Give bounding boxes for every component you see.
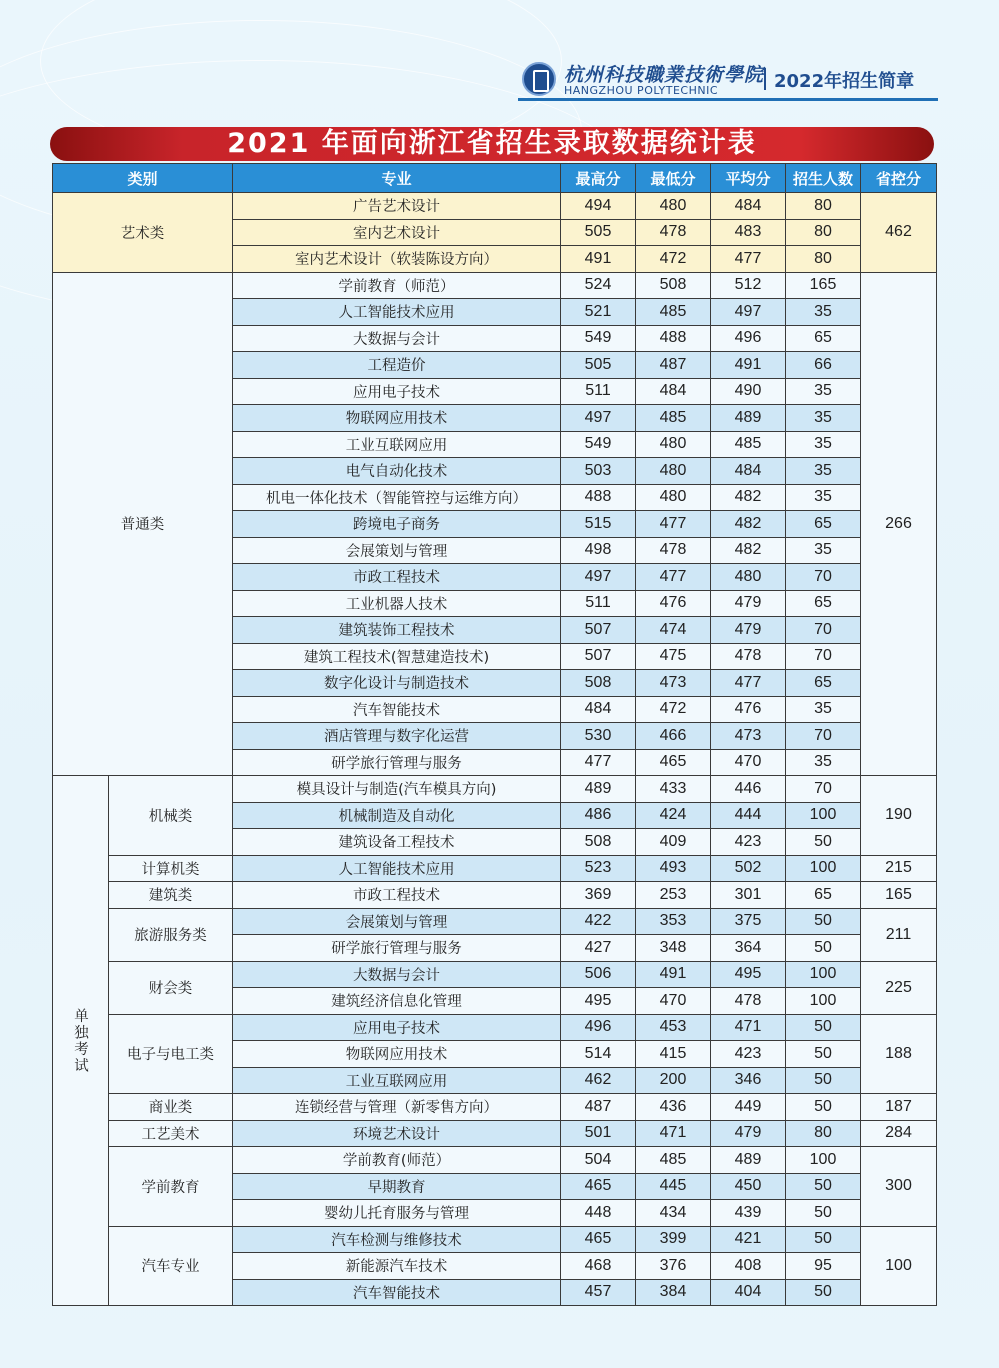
quota-cell: 70 <box>786 776 861 803</box>
quota-cell: 50 <box>786 1200 861 1227</box>
avg-score-cell: 478 <box>711 643 786 670</box>
min-score-cell: 433 <box>636 776 711 803</box>
major-cell: 婴幼儿托育服务与管理 <box>233 1200 561 1227</box>
avg-score-cell: 479 <box>711 590 786 617</box>
quota-cell: 50 <box>786 1014 861 1041</box>
max-score-cell: 505 <box>561 219 636 246</box>
quota-cell: 50 <box>786 1094 861 1121</box>
max-score-cell: 495 <box>561 988 636 1015</box>
max-score-cell: 486 <box>561 802 636 829</box>
subcategory-cell: 商业类 <box>109 1094 233 1121</box>
table-row <box>53 855 937 882</box>
subcategory-cell: 建筑类 <box>109 882 233 909</box>
min-score-cell: 478 <box>636 537 711 564</box>
max-score-cell: 524 <box>561 272 636 299</box>
min-score-cell: 475 <box>636 643 711 670</box>
avg-score-cell: 476 <box>711 696 786 723</box>
major-cell: 广告艺术设计 <box>233 193 561 220</box>
col-header-min: 最低分 <box>636 164 711 193</box>
max-score-cell: 523 <box>561 855 636 882</box>
major-cell: 大数据与会计 <box>233 325 561 352</box>
max-score-cell: 504 <box>561 1147 636 1174</box>
max-score-cell: 514 <box>561 1041 636 1068</box>
major-cell: 环境艺术设计 <box>233 1120 561 1147</box>
avg-score-cell: 444 <box>711 802 786 829</box>
major-cell: 新能源汽车技术 <box>233 1253 561 1280</box>
quota-cell: 65 <box>786 325 861 352</box>
quota-cell: 80 <box>786 219 861 246</box>
max-score-cell: 488 <box>561 484 636 511</box>
max-score-cell: 505 <box>561 352 636 379</box>
quota-cell: 50 <box>786 1226 861 1253</box>
table-row <box>53 776 937 803</box>
max-score-cell: 369 <box>561 882 636 909</box>
quota-cell: 100 <box>786 988 861 1015</box>
major-cell: 物联网应用技术 <box>233 1041 561 1068</box>
min-score-cell: 480 <box>636 458 711 485</box>
major-cell: 酒店管理与数字化运营 <box>233 723 561 750</box>
major-cell: 人工智能技术应用 <box>233 855 561 882</box>
quota-cell: 100 <box>786 961 861 988</box>
major-cell: 汽车智能技术 <box>233 696 561 723</box>
quota-cell: 70 <box>786 564 861 591</box>
table-row <box>53 908 937 935</box>
col-header-quota: 招生人数 <box>786 164 861 193</box>
control-score-cell: 225 <box>861 961 937 1014</box>
max-score-cell: 549 <box>561 431 636 458</box>
avg-score-cell: 482 <box>711 484 786 511</box>
max-score-cell: 549 <box>561 325 636 352</box>
avg-score-cell: 482 <box>711 511 786 538</box>
min-score-cell: 508 <box>636 272 711 299</box>
quota-cell: 35 <box>786 696 861 723</box>
major-cell: 建筑经济信息化管理 <box>233 988 561 1015</box>
avg-score-cell: 479 <box>711 617 786 644</box>
quota-cell: 80 <box>786 193 861 220</box>
quota-cell: 100 <box>786 802 861 829</box>
quota-cell: 50 <box>786 1067 861 1094</box>
avg-score-cell: 482 <box>711 537 786 564</box>
major-cell: 室内艺术设计 <box>233 219 561 246</box>
school-name-en: HANGZHOU POLYTECHNIC <box>564 84 719 97</box>
subcategory-cell: 计算机类 <box>109 855 233 882</box>
max-score-cell: 506 <box>561 961 636 988</box>
min-score-cell: 473 <box>636 670 711 697</box>
control-score-cell: 100 <box>861 1226 937 1306</box>
min-score-cell: 453 <box>636 1014 711 1041</box>
max-score-cell: 507 <box>561 617 636 644</box>
table-row <box>53 272 937 299</box>
major-cell: 工业互联网应用 <box>233 431 561 458</box>
major-cell: 研学旅行管理与服务 <box>233 749 561 776</box>
quota-cell: 65 <box>786 670 861 697</box>
avg-score-cell: 497 <box>711 299 786 326</box>
table-row <box>53 961 937 988</box>
category-cell: 艺术类 <box>53 193 233 273</box>
max-score-cell: 457 <box>561 1279 636 1306</box>
avg-score-cell: 404 <box>711 1279 786 1306</box>
min-score-cell: 200 <box>636 1067 711 1094</box>
major-cell: 汽车检测与维修技术 <box>233 1226 561 1253</box>
avg-score-cell: 446 <box>711 776 786 803</box>
quota-cell: 35 <box>786 378 861 405</box>
min-score-cell: 445 <box>636 1173 711 1200</box>
avg-score-cell: 483 <box>711 219 786 246</box>
max-score-cell: 489 <box>561 776 636 803</box>
admission-stats-table <box>52 163 937 1306</box>
avg-score-cell: 423 <box>711 829 786 856</box>
avg-score-cell: 484 <box>711 193 786 220</box>
min-score-cell: 434 <box>636 1200 711 1227</box>
quota-cell: 66 <box>786 352 861 379</box>
quota-cell: 35 <box>786 537 861 564</box>
quota-cell: 35 <box>786 405 861 432</box>
table-title: 2021 年面向浙江省招生录取数据统计表 <box>50 127 934 161</box>
avg-score-cell: 477 <box>711 246 786 273</box>
max-score-cell: 511 <box>561 590 636 617</box>
avg-score-cell: 449 <box>711 1094 786 1121</box>
major-cell: 汽车智能技术 <box>233 1279 561 1306</box>
control-score-cell: 284 <box>861 1120 937 1147</box>
min-score-cell: 480 <box>636 431 711 458</box>
control-score-cell: 300 <box>861 1147 937 1227</box>
quota-cell: 80 <box>786 1120 861 1147</box>
avg-score-cell: 477 <box>711 670 786 697</box>
table-row <box>53 193 937 220</box>
major-cell: 会展策划与管理 <box>233 908 561 935</box>
min-score-cell: 477 <box>636 511 711 538</box>
control-score-cell: 188 <box>861 1014 937 1094</box>
subcategory-cell: 旅游服务类 <box>109 908 233 961</box>
avg-score-cell: 491 <box>711 352 786 379</box>
quota-cell: 70 <box>786 617 861 644</box>
quota-cell: 35 <box>786 749 861 776</box>
subcategory-cell: 机械类 <box>109 776 233 856</box>
major-cell: 工程造价 <box>233 352 561 379</box>
col-header-control: 省控分 <box>861 164 937 193</box>
table-row <box>53 1094 937 1121</box>
subcategory-cell: 财会类 <box>109 961 233 1014</box>
major-cell: 机电一体化技术（智能管控与运维方向） <box>233 484 561 511</box>
min-score-cell: 488 <box>636 325 711 352</box>
min-score-cell: 465 <box>636 749 711 776</box>
major-cell: 跨境电子商务 <box>233 511 561 538</box>
header-divider <box>764 68 766 90</box>
quota-cell: 50 <box>786 935 861 962</box>
min-score-cell: 353 <box>636 908 711 935</box>
major-cell: 建筑设备工程技术 <box>233 829 561 856</box>
quota-cell: 100 <box>786 855 861 882</box>
min-score-cell: 472 <box>636 246 711 273</box>
major-cell: 早期教育 <box>233 1173 561 1200</box>
school-seal-icon <box>522 62 556 96</box>
max-score-cell: 422 <box>561 908 636 935</box>
max-score-cell: 427 <box>561 935 636 962</box>
max-score-cell: 511 <box>561 378 636 405</box>
max-score-cell: 462 <box>561 1067 636 1094</box>
major-cell: 数字化设计与制造技术 <box>233 670 561 697</box>
major-cell: 模具设计与制造(汽车模具方向) <box>233 776 561 803</box>
avg-score-cell: 485 <box>711 431 786 458</box>
control-score-cell: 215 <box>861 855 937 882</box>
table-body <box>53 193 937 1306</box>
min-score-cell: 480 <box>636 193 711 220</box>
col-header-max: 最高分 <box>561 164 636 193</box>
avg-score-cell: 450 <box>711 1173 786 1200</box>
max-score-cell: 503 <box>561 458 636 485</box>
control-score-cell: 165 <box>861 882 937 909</box>
avg-score-cell: 473 <box>711 723 786 750</box>
major-cell: 市政工程技术 <box>233 564 561 591</box>
quota-cell: 165 <box>786 272 861 299</box>
single-exam-label: 单独考试 <box>72 1007 88 1074</box>
category-cell: 普通类 <box>53 272 233 776</box>
subcategory-cell: 学前教育 <box>109 1147 233 1227</box>
min-score-cell: 485 <box>636 299 711 326</box>
quota-cell: 35 <box>786 431 861 458</box>
min-score-cell: 424 <box>636 802 711 829</box>
major-cell: 应用电子技术 <box>233 378 561 405</box>
subcategory-cell: 电子与电工类 <box>109 1014 233 1094</box>
max-score-cell: 498 <box>561 537 636 564</box>
max-score-cell: 497 <box>561 405 636 432</box>
quota-cell: 50 <box>786 1041 861 1068</box>
min-score-cell: 491 <box>636 961 711 988</box>
min-score-cell: 485 <box>636 1147 711 1174</box>
min-score-cell: 476 <box>636 590 711 617</box>
major-cell: 市政工程技术 <box>233 882 561 909</box>
control-score-cell: 266 <box>861 272 937 776</box>
min-score-cell: 415 <box>636 1041 711 1068</box>
col-header-category: 类别 <box>53 164 233 193</box>
quota-cell: 70 <box>786 723 861 750</box>
max-score-cell: 465 <box>561 1173 636 1200</box>
avg-score-cell: 471 <box>711 1014 786 1041</box>
subcategory-cell: 工艺美术 <box>109 1120 233 1147</box>
table-row <box>53 1014 937 1041</box>
major-cell: 学前教育(师范） <box>233 1147 561 1174</box>
min-score-cell: 474 <box>636 617 711 644</box>
table-row <box>53 1226 937 1253</box>
avg-score-cell: 480 <box>711 564 786 591</box>
avg-score-cell: 489 <box>711 405 786 432</box>
avg-score-cell: 470 <box>711 749 786 776</box>
major-cell: 学前教育（师范） <box>233 272 561 299</box>
quota-cell: 50 <box>786 1173 861 1200</box>
major-cell: 建筑装饰工程技术 <box>233 617 561 644</box>
min-score-cell: 487 <box>636 352 711 379</box>
avg-score-cell: 484 <box>711 458 786 485</box>
major-cell: 电气自动化技术 <box>233 458 561 485</box>
max-score-cell: 468 <box>561 1253 636 1280</box>
max-score-cell: 497 <box>561 564 636 591</box>
avg-score-cell: 512 <box>711 272 786 299</box>
max-score-cell: 530 <box>561 723 636 750</box>
avg-score-cell: 346 <box>711 1067 786 1094</box>
major-cell: 连锁经营与管理（新零售方向） <box>233 1094 561 1121</box>
major-cell: 建筑工程技术(智慧建造技术) <box>233 643 561 670</box>
max-score-cell: 477 <box>561 749 636 776</box>
max-score-cell: 465 <box>561 1226 636 1253</box>
major-cell: 物联网应用技术 <box>233 405 561 432</box>
max-score-cell: 491 <box>561 246 636 273</box>
table-row <box>53 1120 937 1147</box>
avg-score-cell: 490 <box>711 378 786 405</box>
min-score-cell: 253 <box>636 882 711 909</box>
avg-score-cell: 375 <box>711 908 786 935</box>
major-cell: 机械制造及自动化 <box>233 802 561 829</box>
quota-cell: 65 <box>786 511 861 538</box>
avg-score-cell: 408 <box>711 1253 786 1280</box>
major-cell: 会展策划与管理 <box>233 537 561 564</box>
min-score-cell: 466 <box>636 723 711 750</box>
avg-score-cell: 423 <box>711 1041 786 1068</box>
quota-cell: 65 <box>786 590 861 617</box>
max-score-cell: 487 <box>561 1094 636 1121</box>
min-score-cell: 436 <box>636 1094 711 1121</box>
page-header <box>518 60 936 100</box>
major-cell: 大数据与会计 <box>233 961 561 988</box>
avg-score-cell: 301 <box>711 882 786 909</box>
quota-cell: 35 <box>786 458 861 485</box>
control-score-cell: 187 <box>861 1094 937 1121</box>
min-score-cell: 480 <box>636 484 711 511</box>
max-score-cell: 501 <box>561 1120 636 1147</box>
single-exam-label-cell <box>53 776 109 1306</box>
min-score-cell: 493 <box>636 855 711 882</box>
max-score-cell: 507 <box>561 643 636 670</box>
min-score-cell: 470 <box>636 988 711 1015</box>
avg-score-cell: 364 <box>711 935 786 962</box>
min-score-cell: 472 <box>636 696 711 723</box>
min-score-cell: 376 <box>636 1253 711 1280</box>
table-row <box>53 1147 937 1174</box>
avg-score-cell: 478 <box>711 988 786 1015</box>
max-score-cell: 508 <box>561 829 636 856</box>
quota-cell: 70 <box>786 643 861 670</box>
control-score-cell: 211 <box>861 908 937 961</box>
max-score-cell: 508 <box>561 670 636 697</box>
quota-cell: 35 <box>786 299 861 326</box>
major-cell: 室内艺术设计（软装陈设方向） <box>233 246 561 273</box>
max-score-cell: 494 <box>561 193 636 220</box>
quota-cell: 65 <box>786 882 861 909</box>
school-name-cn: 杭州科技職業技術學院 <box>564 64 765 86</box>
major-cell: 应用电子技术 <box>233 1014 561 1041</box>
min-score-cell: 484 <box>636 378 711 405</box>
col-header-avg: 平均分 <box>711 164 786 193</box>
quota-cell: 50 <box>786 829 861 856</box>
quota-cell: 35 <box>786 484 861 511</box>
max-score-cell: 496 <box>561 1014 636 1041</box>
control-score-cell: 190 <box>861 776 937 856</box>
min-score-cell: 471 <box>636 1120 711 1147</box>
avg-score-cell: 489 <box>711 1147 786 1174</box>
major-cell: 研学旅行管理与服务 <box>233 935 561 962</box>
avg-score-cell: 439 <box>711 1200 786 1227</box>
major-cell: 人工智能技术应用 <box>233 299 561 326</box>
quota-cell: 80 <box>786 246 861 273</box>
min-score-cell: 477 <box>636 564 711 591</box>
subcategory-cell: 汽车专业 <box>109 1226 233 1306</box>
min-score-cell: 348 <box>636 935 711 962</box>
quota-cell: 50 <box>786 1279 861 1306</box>
avg-score-cell: 421 <box>711 1226 786 1253</box>
avg-score-cell: 479 <box>711 1120 786 1147</box>
control-score-cell: 462 <box>861 193 937 273</box>
major-cell: 工业机器人技术 <box>233 590 561 617</box>
min-score-cell: 478 <box>636 219 711 246</box>
header-underline <box>518 98 938 101</box>
avg-score-cell: 496 <box>711 325 786 352</box>
min-score-cell: 384 <box>636 1279 711 1306</box>
min-score-cell: 399 <box>636 1226 711 1253</box>
max-score-cell: 448 <box>561 1200 636 1227</box>
max-score-cell: 515 <box>561 511 636 538</box>
avg-score-cell: 495 <box>711 961 786 988</box>
min-score-cell: 485 <box>636 405 711 432</box>
avg-score-cell: 502 <box>711 855 786 882</box>
quota-cell: 50 <box>786 908 861 935</box>
col-header-major: 专业 <box>233 164 561 193</box>
min-score-cell: 409 <box>636 829 711 856</box>
table-header-row <box>53 164 937 193</box>
quota-cell: 100 <box>786 1147 861 1174</box>
quota-cell: 95 <box>786 1253 861 1280</box>
brochure-title: 2022年招生简章 <box>774 71 915 92</box>
table-row <box>53 882 937 909</box>
major-cell: 工业互联网应用 <box>233 1067 561 1094</box>
max-score-cell: 484 <box>561 696 636 723</box>
max-score-cell: 521 <box>561 299 636 326</box>
